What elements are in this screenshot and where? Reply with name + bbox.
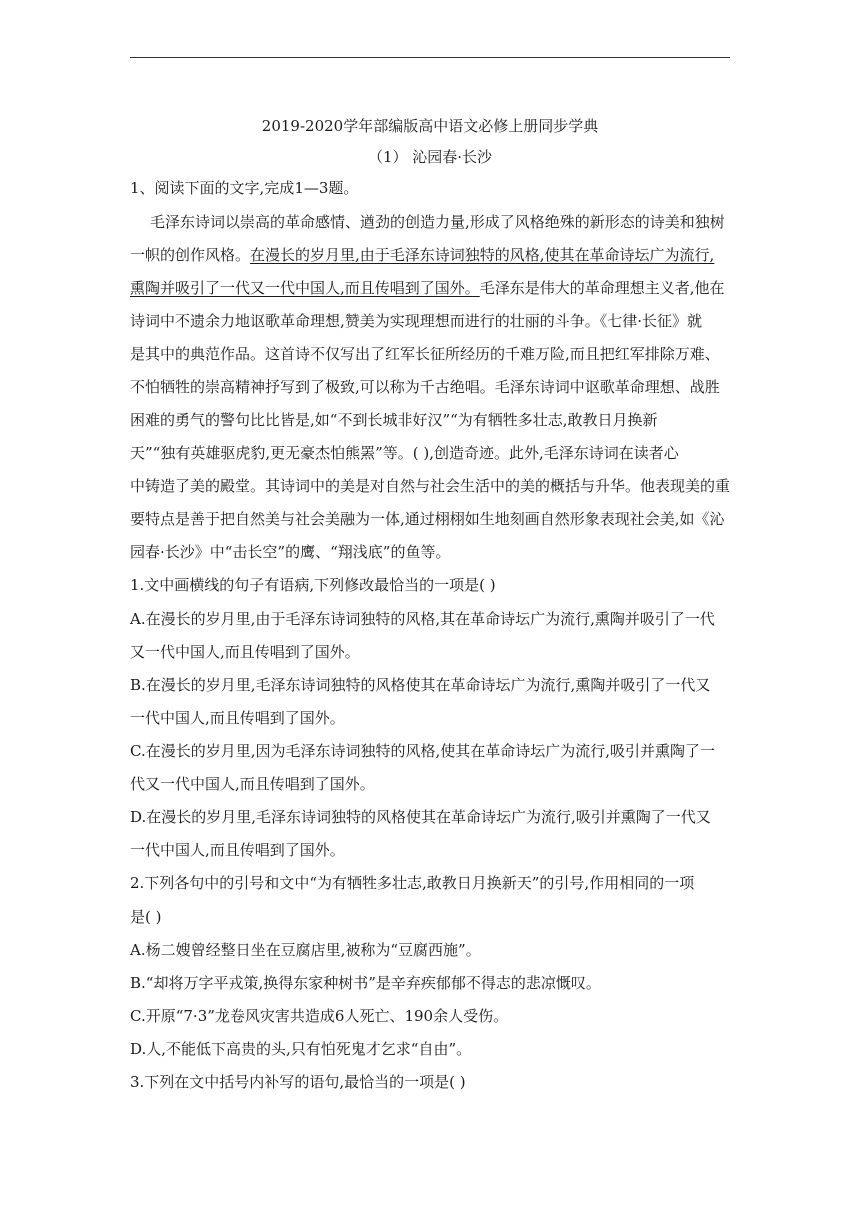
option-b: B.“却将万字平戎策,换得东家种树书”是辛弃疾郁郁不得志的悲凉慨叹。 xyxy=(130,974,601,992)
question-stem: 3.下列在文中括号内补写的语句,最恰当的一项是( ) xyxy=(130,1073,466,1091)
section-title: （1） 沁园春·长沙 xyxy=(367,148,493,166)
option-c: C.开原“7·3”龙卷风灾害共造成6人死亡、190余人受伤。 xyxy=(130,1007,509,1025)
option-c-cont: 代又一代中国人,而且传唱到了国外。 xyxy=(130,775,375,793)
question-stem: 1.文中画横线的句子有语病,下列修改最恰当的一项是( ) xyxy=(130,576,496,594)
passage-line: 诗词中不遗余力地讴歌革命理想,赞美为实现理想而进行的壮丽的斗争。《七律·长征》就 xyxy=(130,312,703,330)
passage-line: 园春·长沙》中“击长空”的鹰、“翔浅底”的鱼等。 xyxy=(130,543,451,561)
option-c: C.在漫长的岁月里,因为毛泽东诗词独特的风格,使其在革命诗坛广为流行,吸引并熏陶了一 xyxy=(130,742,716,760)
question-intro: 1、阅读下面的文字,完成1—3题。 xyxy=(130,179,359,197)
underlined-sentence: 在漫长的岁月里,由于毛泽东诗词独特的风格,使其在革命诗坛广为流行, xyxy=(250,246,715,264)
underlined-sentence: 熏陶并吸引了一代又一代中国人,而且传唱到了国外。 xyxy=(130,279,480,297)
passage-line: 毛泽东诗词以崇高的革命感情、遒劲的创造力量,形成了风格绝殊的新形态的诗美和独树 xyxy=(150,213,725,231)
option-a: A.杨二嫂曾经整日坐在豆腐店里,被称为“豆腐西施”。 xyxy=(130,941,481,959)
document-title: 2019-2020学年部编版高中语文必修上册同步学典 xyxy=(261,117,599,135)
option-b-cont: 一代中国人,而且传唱到了国外。 xyxy=(130,709,345,727)
passage-line: 不怕牺牲的崇高精神抒写到了极致,可以称为千古绝唱。毛泽东诗词中讴歌革命理想、战胜 xyxy=(130,378,720,396)
passage-line: 是其中的典范作品。这首诗不仅写出了红军长征所经历的千难万险,而且把红军排除万难、 xyxy=(130,345,720,363)
option-a: A.在漫长的岁月里,由于毛泽东诗词独特的风格,其在革命诗坛广为流行,熏陶并吸引了一代 xyxy=(130,610,715,628)
passage-line: 困难的勇气的警句比比皆是,如“不到长城非好汉”“为有牺牲多壮志,敢教日月换新 xyxy=(130,411,658,429)
passage-line: 要特点是善于把自然美与社会美融为一体,通过栩栩如生地刻画自然形象表现社会美,如《沁 xyxy=(130,510,725,528)
passage-line: 一帜的创作风格。在漫长的岁月里,由于毛泽东诗词独特的风格,使其在革命诗坛广为流行, xyxy=(130,246,715,264)
passage-line: 中铸造了美的殿堂。其诗词中的美是对自然与社会生活中的美的概括与升华。他表现美的重 xyxy=(130,477,731,495)
passage-line: 熏陶并吸引了一代又一代中国人,而且传唱到了国外。毛泽东是伟大的革命理想主义者,他在 xyxy=(130,279,725,297)
option-d-cont: 一代中国人,而且传唱到了国外。 xyxy=(130,841,345,859)
option-b: B.在漫长的岁月里,毛泽东诗词独特的风格使其在革命诗坛广为流行,熏陶并吸引了一代又 xyxy=(130,676,711,694)
passage-line: 天”“独有英雄驱虎豹,更无豪杰怕熊罴”等。( ),创造奇迹。此外,毛泽东诗词在读者心 xyxy=(130,444,679,462)
option-d: D.人,不能低下高贵的头,只有怕死鬼才乞求“自由”。 xyxy=(130,1040,472,1058)
option-a-cont: 又一代中国人,而且传唱到了国外。 xyxy=(130,643,360,661)
option-d: D.在漫长的岁月里,毛泽东诗词独特的风格使其在革命诗坛广为流行,吸引并熏陶了一代又 xyxy=(130,808,711,826)
header-rule xyxy=(130,57,730,58)
question-stem: 2.下列各句中的引号和文中“为有牺牲多壮志,敢教日月换新天”的引号,作用相同的一项 xyxy=(130,874,695,892)
question-stem-cont: 是( ) xyxy=(130,908,162,926)
